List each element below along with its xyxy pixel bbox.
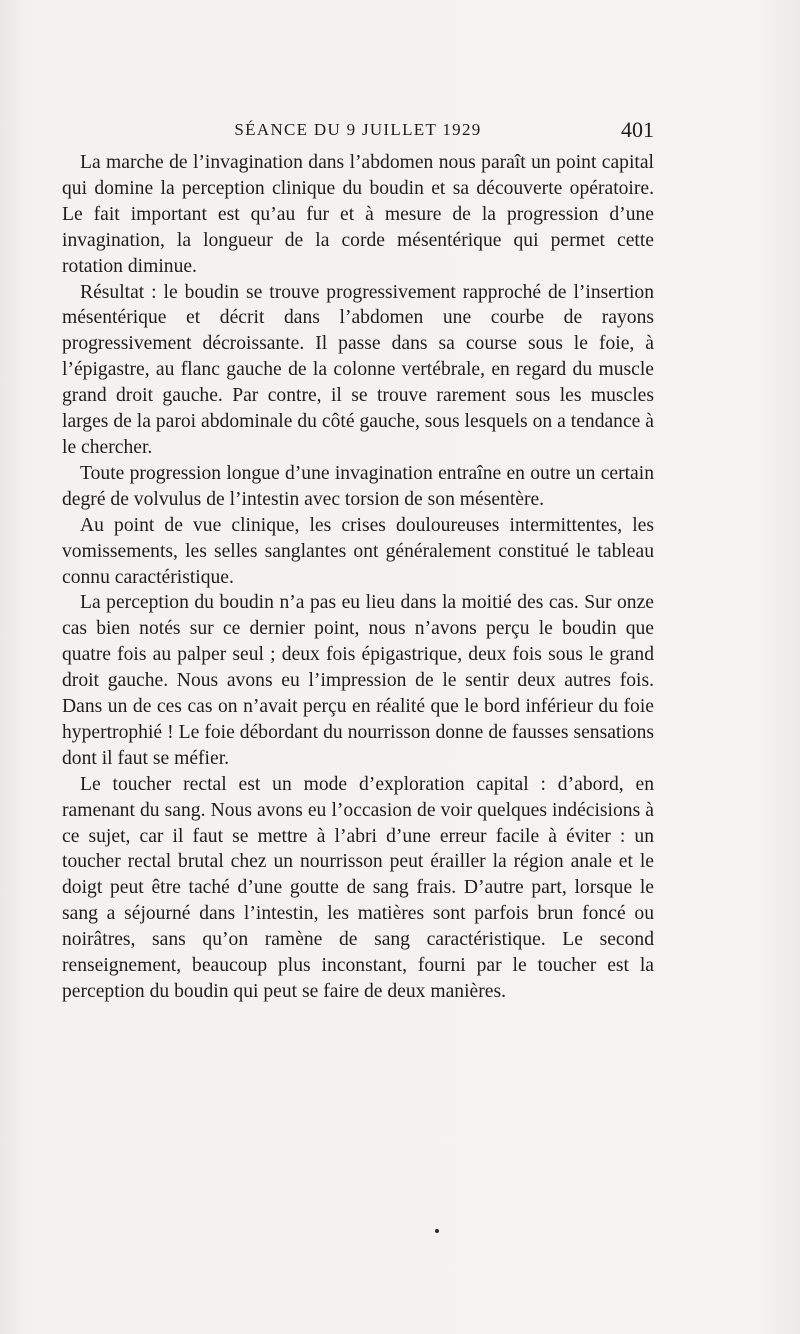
paragraph: Résultat : le boudin se trouve progressivement rapproché de l’insertion mésentérique et décrit dans l’abdomen une courbe de rayons progressivement décroissante. Il passe dans sa course sous le foie, à l’épigastre, au flanc gauche de la colonne vertébrale, en regard du muscle grand droit gauche. Par contre, il se trouve rarement sous les muscles larges de la paroi abdominale du côté gauche, sous lesquels on a tendance à le chercher. [62,281,654,458]
print-speck [435,1229,439,1233]
page-header [62,113,654,147]
running-title: SÉANCE DU 9 JUILLET 1929 [234,120,482,139]
body-text [62,150,654,1005]
paragraph: Au point de vue clinique, les crises douloureuses intermittentes, les vomissements, les selles sanglantes ont généralement constitué le tableau connu caractéristique. [62,514,654,588]
paragraph: Toute progression longue d’une invagination entraîne en outre un certain degré de volvulus de l’intestin avec torsion de son mésentère. [62,462,654,510]
paragraph: Le toucher rectal est un mode d’exploration capital : d’abord, en ramenant du sang. Nous avons eu l’occasion de voir quelques indécisions à ce sujet, car il faut se mettre à l’abri d’une erreur facile à éviter : un toucher rectal brutal chez un nourrisson peut érailler la région anale et le doigt peut être taché d’une goutte de sang frais. D’autre part, lorsque le sang a séjourné dans l’intestin, les matières sont parfois brun foncé ou noirâtres, sans qu’on ramène de sang caractéristique. Le second renseignement, beaucoup plus inconstant, fourni par le toucher est la perception du boudin qui peut se faire de deux manières. [62,773,654,1002]
page-number: 401 [621,117,654,142]
paragraph: La perception du boudin n’a pas eu lieu dans la moitié des cas. Sur onze cas bien notés sur ce dernier point, nous n’avons perçu le boudin que quatre fois au palper seul ; deux fois épigastrique, deux fois sous le grand droit gauche. Nous avons eu l’impression de le sentir deux autres fois. Dans un de ces cas on n’avait perçu en réalité que le bord inférieur du foie hypertrophié ! Le foie débordant du nourrisson donne de fausses sensations dont il faut se méfier. [62,592,654,769]
paragraph: La marche de l’invagination dans l’abdomen nous paraît un point capital qui domine la perception clinique du boudin et sa découverte opératoire. Le fait important est qu’au fur et à mesure de la progression d’une invagination, la longueur de la corde mésentérique qui permet cette rotation diminue. [62,152,654,277]
